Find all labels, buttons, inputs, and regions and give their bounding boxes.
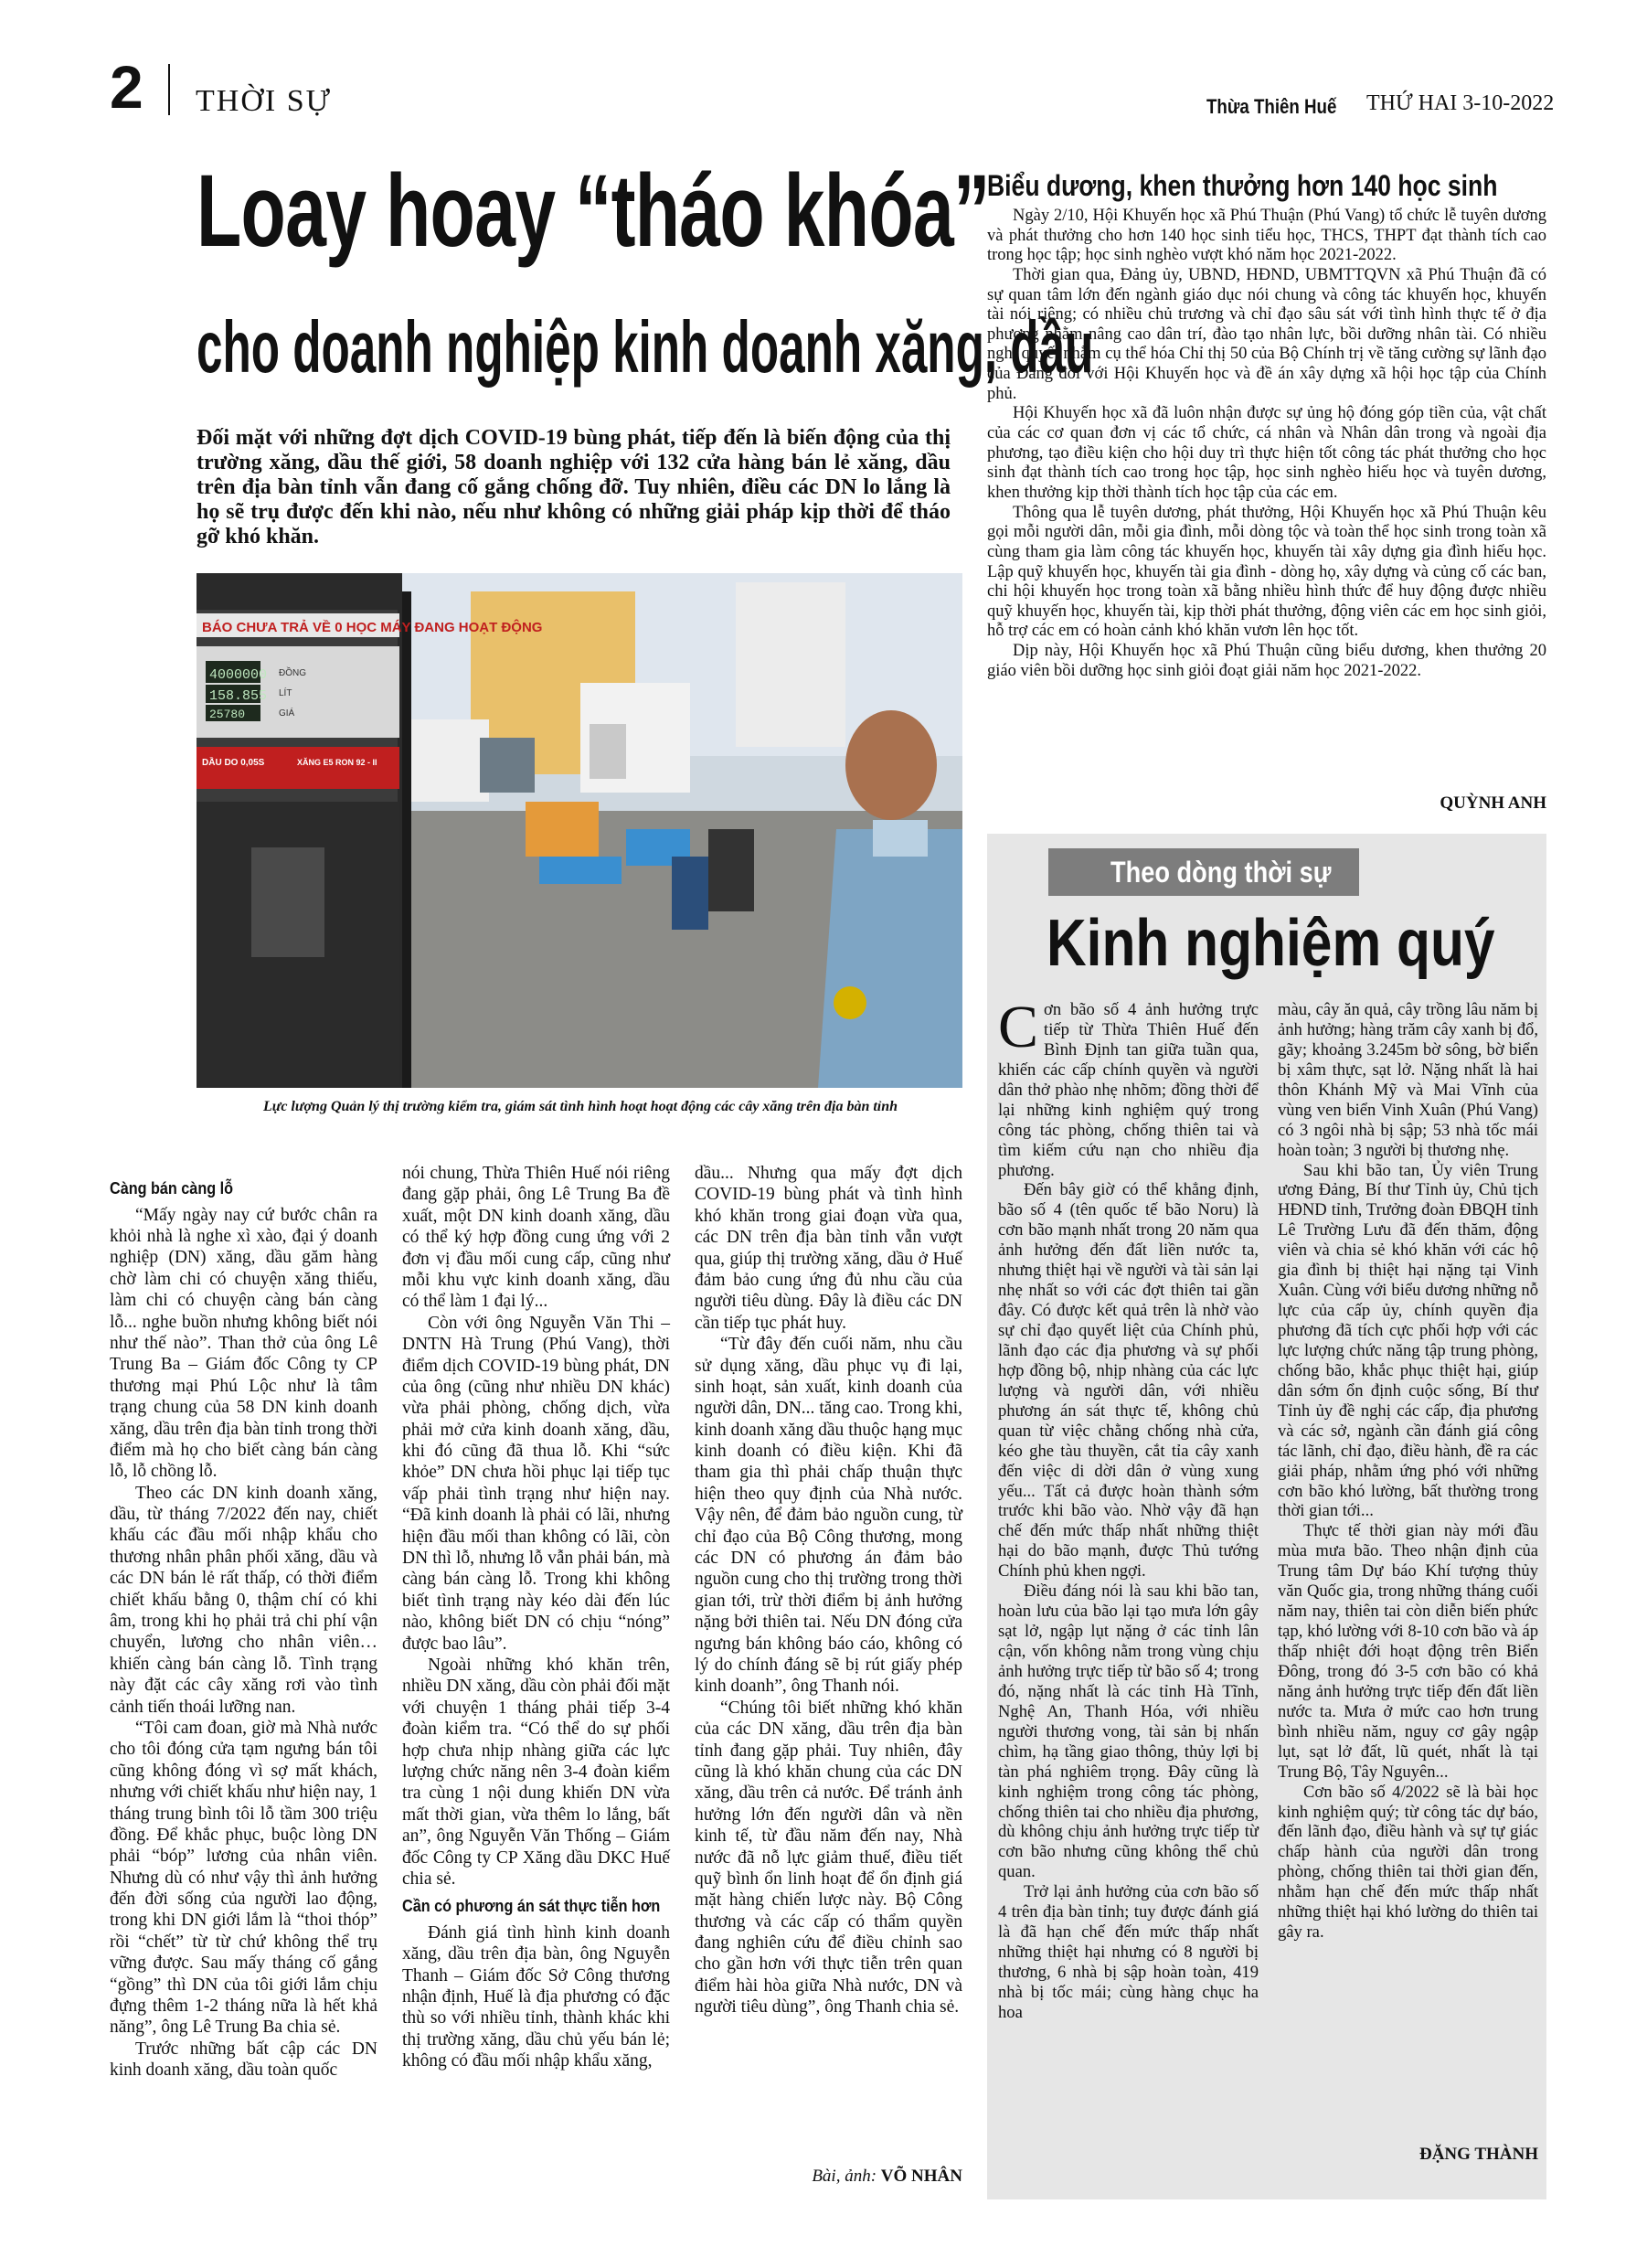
pump-readout-liters: 158.855 [209, 688, 268, 704]
subheading-phuong-an: Cần có phương án sát thực tiễn hơn [402, 1897, 661, 1916]
paragraph: nói chung, Thừa Thiên Huế nói riêng đang gặp phải, ông Lê Trung Ba đề xuất, một DN kinh doanh xăng, dầu có thể ký hợp đồng cung ứng với 2 đơn vị đầu mối cung cấp, cũng như mỗi khu vực kinh doanh xăng, dầu có thể làm 1 đại lý... [402, 1164, 670, 1312]
paragraph: Đến bây giờ có thể khẳng định, bão số 4 (tên quốc tế bão Noru) là cơn bão mạnh nhất trong 20 năm qua ảnh hưởng đến đất liền nước ta, nhưng thiệt hại về người và tài sản lại nhẹ nhất so với các đợt thiên tai gần đây. Có được kết quả trên là nhờ vào sự chỉ đạo quyết liệt của Chính phủ, lãnh đạo các địa phương và sự phối hợp đồng bộ, nhịp nhàng của các lực lượng và người dân, với nhiều phương án sát thực tế, không chủ quan từ việc chằng chống nhà cửa, kéo ghe tàu thuyền, cắt tỉa cây xanh đến việc di dời dân ở vùng xung yếu... Tất cả được hoàn thành sớm trước khi bão vào. Nhờ vậy đã hạn chế đến mức thấp nhất những thiệt hại do bão mạnh, được Thủ tướng Chính phủ khen ngợi. [998, 1180, 1259, 1581]
paragraph: màu, cây ăn quả, cây trồng lâu năm bị ảnh hưởng; hàng trăm cây xanh bị đổ, gãy; khoảng 3.245m bờ sông, bờ biển bị xâm thực, sạt lở. Nặng nhất là hai thôn Khánh Mỹ và Mai Vĩnh của vùng ven biển Vinh Xuân (Phú Vang) có 3 ngôi nhà bị sập; 53 nhà tốc mái hoàn toàn; 3 người bị thương nhẹ. [1278, 1000, 1538, 1160]
pump-label-gia: GIÁ [279, 708, 295, 719]
issue-date: THỨ HAI 3-10-2022 [1366, 91, 1555, 115]
paragraph: “Mấy ngày nay cứ bước chân ra khỏi nhà là nghe xì xào, đại ý doanh nghiệp (DN) xăng, dầu găm hàng chờ làm chi có chuyện xăng thiếu, làm chi có chuyện càng bán càng lỗ... nghe buồn nhưng không biết nói như thế nào”. Than thở của ông Lê Trung Ba – Giám đốc Công ty CP thương mại Phú Lộc như là tâm trạng chung của 58 DN kinh doanh xăng, dầu trên địa bàn tỉnh trong thời điểm mà họ cho biết càng bán càng lỗ, lỗ chồng lỗ. [110, 1205, 377, 1482]
main-headline: Loay hoay “tháo khóa” [197, 154, 990, 268]
paragraph: Sau khi bão tan, Ủy viên Trung ương Đảng, Bí thư Tỉnh ủy, Chủ tịch HĐND tỉnh, Trưởng đoàn ĐBQH tỉnh Lê Trường Lưu đã đến thăm, động viên và chia sẻ khó khăn với các hộ gia đình bị thiệt hại nặng tại Vinh Xuân. Cùng với biểu dương những nỗ lực của cấp ủy, chính quyền địa phương đã tích cực phối hợp với các lực lượng chức năng tập trung phòng, chống bão, khắc phục thiệt hại, giúp dân sớm ổn định cuộc sống, Bí thư Tỉnh ủy đề nghị các cấp, địa phương và các sở, ngành cần đánh giá công tác lãnh, chỉ đạo, điều hành, đề ra các giải pháp, nhằm ứng phó với những cơn bão khó lường, bất thường trong thời gian tới... [1278, 1160, 1538, 1521]
byline-prefix: Bài, ảnh: [812, 2167, 877, 2186]
paragraph: Thời gian qua, Đảng ủy, UBND, HĐND, UBMTTQVN xã Phú Thuận đã có sự quan tâm lớn đến ngành giáo dục nói chung và công tác khuyến học, khuyến tài nói riêng; có nhiều chủ trương và chỉ đạo sâu sát với tình hình thực tế ở địa phương nhằm nâng cao dân trí, đào tạo nhân lực, bồi dưỡng nhân tài. Có nhiều nghị quyết nhằm cụ thể hóa Chỉ thị 50 của Bộ Chính trị về tăng cường sự lãnh đạo của Đảng đối với Hội Khuyến học và đề án xây dựng xã hội học tập của Chính phủ. [987, 265, 1546, 403]
paragraph: Theo các DN kinh doanh xăng, dầu, từ tháng 7/2022 đến nay, chiết khấu các đầu mối nhập khẩu cho thương nhân phân phối xăng, dầu và các DN bán lẻ rất thấp, có thời điểm chiết khấu bằng 0, thậm chí có khi âm, trong khi họ phải trả chi phí vận chuyển, lương cho nhân viên… khiến càng bán càng lỗ. Tình trạng này đặt các cây xăng rơi vào tình cảnh tiến thoái lưỡng nan. [110, 1483, 377, 1717]
main-subheadline: cho doanh nghiệp kinh doanh xăng, dầu [197, 306, 1094, 388]
paragraph: Hội Khuyến học xã đã luôn nhận được sự ủng hộ đóng góp tiền của, vật chất của các cơ quan đơn vị các tổ chức, cá nhân và Nhân dân trong và ngoài địa phương, tạo điều kiện cho hội duy trì thực hiện tốt công tác phát thưởng cho học sinh đạt thành tích cao trong học tập, học sinh nghèo hiếu học và tuyên dương, khen thưởng kịp thời thành tích học tập của các em. [987, 404, 1546, 502]
pump-label-gasoline: XĂNG E5 RON 92 - II [297, 758, 377, 767]
pump-readout-amount: 4000000 [209, 667, 268, 683]
paragraph: Dịp này, Hội Khuyến học xã Phú Thuận cũng biểu dương, khen thưởng 20 giáo viên bồi dưỡng học sinh giỏi đoạt giải năm học 2021-2022. [987, 642, 1546, 680]
pump-notice: BÁO CHƯA TRẢ VỀ 0 HỌC MÁY ĐANG HOẠT ĐỘNG [202, 620, 543, 635]
header-divider [168, 64, 170, 115]
paragraph: “Từ đây đến cuối năm, nhu cầu sử dụng xăng, dầu phục vụ đi lại, sinh hoạt, sản xuất, kinh doanh của người dân, DN... tăng cao. Trong khi, kinh doanh xăng dầu thuộc hạng mục kinh doanh có điều kiện. Khi đã tham gia thì phải chấp thuận thực hiện theo quy định của Nhà nước. Vậy nên, để đảm bảo nguồn cung, từ chỉ đạo của Bộ Công thương, mong các DN có phương án đảm bảo nguồn cung cho thị trường trong thời gian tới, trừ thời điểm bị ảnh hưởng nặng bởi thiên tai. Nếu DN đóng cửa ngưng bán không báo cáo, không có lý do chính đáng sẽ bị rút giấy phép kinh doanh”, ông Thanh nói. [695, 1335, 962, 1697]
page-number: 2 [110, 53, 143, 121]
paragraph: “Chúng tôi biết những khó khăn của các DN xăng, dầu trên địa bàn tỉnh đang gặp phải. Tuy nhiên, đây cũng là khó khăn chung của các DN xăng, dầu trên cả nước. Để tránh ảnh hưởng lớn đến người dân và nền kinh tế, từ đầu năm đến nay, Nhà nước đã nỗ lực giảm thuế, điều tiết quỹ bình ổn linh hoạt để ổn định giá mặt hàng chiến lược này. Bộ Công thương và các cấp có thẩm quyền đang nghiên cứu để điều chỉnh sao cho gần hơn với thực tiễn trên quan điểm hài hòa giữa Nhà nước, DN và người tiêu dùng”, ông Thanh chia sẻ. [695, 1698, 962, 2018]
side-headline: Biểu dương, khen thưởng hơn 140 học sinh [987, 169, 1498, 202]
paragraph: Ngày 2/10, Hội Khuyến học xã Phú Thuận (Phú Vang) tổ chức lễ tuyên dương và phát thưởng cho hơn 140 học sinh tiểu học, THCS, THPT đạt thành tích cao trong học tập; học sinh nghèo vượt khó năm học 2021-2022. [987, 207, 1546, 265]
box-tag-label: Theo dòng thời sự [1110, 856, 1332, 889]
pump-label-dong: ĐỒNG [279, 668, 306, 678]
box-col-2 [1278, 1000, 1538, 1943]
box-tag [1048, 848, 1359, 896]
side-article-body [987, 207, 1546, 681]
main-article-col-1 [110, 1179, 377, 2082]
paragraph-text: ơn bão số 4 ảnh hưởng trực tiếp từ Thừa Thiên Huế đến Bình Định tan giữa tuần qua, khiến các cấp chính quyền và người dân thở phào nhẹ nhõm; đồng thời để lại những kinh nghiệm quý trong công tác phòng, chống thiên tai và tìm kiếm cứu nạn cho nhiều địa phương. [998, 1000, 1259, 1180]
box-byline: ĐẶNG THÀNH [1419, 2145, 1538, 2164]
main-article-col-3 [695, 1163, 962, 2018]
paragraph: Trở lại ảnh hưởng của cơn bão số 4 trên địa bàn tỉnh; tuy được đánh giá là đã hạn chế đến mức thấp nhất những thiệt hại nhưng có 8 người bị thương, 6 nhà bị sập hoàn toàn, 419 nhà bị tốc mái; cùng hàng chục ha hoa [998, 1882, 1259, 2022]
paragraph: Thực tế thời gian này mới đầu mùa mưa bão. Theo nhận định của Trung tâm Dự báo Khí tượng thủy văn Quốc gia, trong những tháng cuối năm nay, thiên tai còn diễn biến phức tạp, khó lường với 8-10 cơn bão và áp thấp nhiệt đới hoạt động trên Biển Đông, trong đó 3-5 cơn bão có khả năng ảnh hưởng trực tiếp đến đất liền nước ta. Mưa ở mức cao hơn trung bình nhiều năm, nguy cơ gây ngập lụt, sạt lở đất, lũ quét, nhất là tại Trung Bộ, Tây Nguyên... [1278, 1521, 1538, 1782]
paragraph [998, 994, 1259, 1180]
photo-caption: Lực lượng Quản lý thị trường kiểm tra, giám sát tình hình hoạt hoạt động các cây xăng trên địa bàn tỉnh [262, 1099, 898, 1114]
newspaper-name: Thừa Thiên Huế [1206, 95, 1337, 118]
article-photo [197, 573, 962, 1088]
paragraph: Thông qua lễ tuyên dương, phát thưởng, Hội Khuyến học xã Phú Thuận kêu gọi mỗi người dân, mỗi gia đình, mỗi dòng tộc và toàn thể học sinh trong toàn xã cùng tham gia làm công tác khuyến học, khuyến tài xây dựng gia đình hiếu học. Lập quỹ khuyến học, khuyến tài gia đình - dòng họ, xây dựng và củng cố các ban, chi hội khuyến học trong toàn xã bằng nhiều hình thức để huy động được nhiều quỹ khuyến học, khuyến tài, kịp thời phát thưởng, động viên các em học sinh giỏi, hỗ trợ các em có hoàn cảnh khó khăn vươn lên học tốt. [987, 503, 1546, 641]
box-col-1 [998, 994, 1259, 2023]
main-byline [695, 2167, 962, 2187]
paragraph: Còn với ông Nguyễn Văn Thi – DNTN Hà Trung (Phú Vang), thời điểm dịch COVID-19 bùng phát, DN của ông (cũng như nhiều DN khác) vừa phải phòng, chống dịch, vừa phải mở cửa kinh doanh xăng, dầu, khi đó cũng đã thua lỗ. Khi “sức khỏe” DN chưa hồi phục lại tiếp tục vấp phải tình trạng như hiện nay. “Đã kinh doanh là phải có lãi, nhưng hiện đầu mối than không có lãi, còn DN thì lỗ, nhưng lỗ vẫn phải bán, mà càng bán càng lỗ. Trong khi không biết tình trạng này kéo dài đến lúc nào, không biết DN có chịu “nóng” được bao lâu”. [402, 1313, 670, 1654]
paragraph: “Tôi cam đoan, giờ mà Nhà nước cho tôi đóng cửa tạm ngưng bán tôi cũng không đóng vì sợ mất khách, nhưng với chiết khấu như hiện nay, 1 tháng trung bình tôi lỗ tầm 300 triệu đồng. Để khắc phục, buộc lòng DN phải “bóp” lương của nhân viên. Nhưng dù có như vậy thì ảnh hưởng đến đời sống của người lao động, trong khi DN giới lắm là “thoi thóp” rồi “chết” từ từ chứ không thể trụ vững được. Sau mấy tháng cố gắng “gồng” thì DN của tôi giới lắm chịu đựng thêm 1-2 tháng nữa là hết khả năng”, ông Lê Trung Ba chia sẻ. [110, 1718, 377, 2038]
pump-label-lit: LÍT [279, 688, 292, 698]
paragraph: Điều đáng nói là sau khi bão tan, hoàn lưu của bão lại tạo mưa lớn gây sạt lở, ngập lụt nặng ở các tỉnh lân cận, vốn không nằm trong vùng chịu ảnh hưởng trực tiếp từ bão số 4; trong đó, nặng nhất là các tỉnh Hà Tĩnh, Nghệ An, Thanh Hóa, với nhiều người thương vong, tài sản bị nhấn chìm, hạ tầng giao thông, thủy lợi bị tàn phá nghiêm trọng. Đây cũng là kinh nghiệm trong công tác phòng, chống thiên tai cho nhiều địa phương, dù không chịu ảnh hưởng trực tiếp từ cơn bão nhưng cũng không thể chủ quan. [998, 1581, 1259, 1882]
paragraph: Đánh giá tình hình kinh doanh xăng, dầu trên địa bàn, ông Nguyễn Thanh – Giám đốc Sở Công thương nhận định, Huế là địa phương có đặc thù so với nhiều tỉnh, thành khác khi thị trường xăng, dầu chủ yếu bán lẻ; không có đầu mối nhập khẩu xăng, [402, 1922, 670, 2071]
pump-readout-price: 25780 [209, 708, 246, 721]
side-byline: QUỲNH ANH [1440, 793, 1546, 813]
dropcap: C [998, 994, 1039, 1060]
paragraph: Trước những bất cập các DN kinh doanh xăng, dầu toàn quốc [110, 2039, 377, 2081]
main-article-col-2 [402, 1163, 670, 2072]
article-lede: Đối mặt với những đợt dịch COVID-19 bùng phát, tiếp đến là biến động của thị trường xăng, dầu thế giới, 58 doanh nghiệp với 132 cửa hàng bán lẻ xăng, dầu trên địa bàn tỉnh vẫn đang cố gắng chống đỡ. Tuy nhiên, điều các DN lo lắng là họ sẽ trụ được đến khi nào, nếu như không có những giải pháp kịp thời để tháo gỡ khó khăn. [197, 426, 951, 548]
paragraph: dầu... Nhưng qua mấy đợt dịch COVID-19 bùng phát và tình hình khó khăn trong giai đoạn vừa qua, các DN trên địa bàn tỉnh vẫn vượt qua, giúp thị trường xăng, dầu ở Huế đảm bảo cung ứng đủ nhu cầu của người tiêu dùng. Đây là điều các DN cần tiếp tục phát huy. [695, 1164, 962, 1333]
section-label: THỜI SỰ [196, 84, 332, 118]
box-title: Kinh nghiệm quý [1047, 907, 1495, 980]
paragraph: Ngoài những khó khăn trên, nhiều DN xăng, dầu còn phải đối mặt với chuyện 1 tháng phải tiếp 3-4 đoàn kiểm tra. “Có thể do sự phối hợp chưa nhịp nhàng giữa các lực lượng chức năng nên 3-4 đoàn kiểm tra cùng 1 nội dung khiến DN vừa mất thời gian, vừa thêm lo lắng, bất an”, ông Nguyễn Văn Thống – Giám đốc Công ty CP Xăng dầu DKC Huế chia sẻ. [402, 1655, 670, 1889]
paragraph: Cơn bão số 4/2022 sẽ là bài học kinh nghiệm quý; từ công tác dự báo, đến lãnh đạo, điều hành và sự tự giác chấp hành của người dân trong phòng, chống thiên tai thời gian đến, nhằm hạn chế đến mức thấp nhất những thiệt hại khó lường do thiên tai gây ra. [1278, 1782, 1538, 1943]
subheading-cang-ban-cang-lo: Càng bán càng lỗ [110, 1179, 234, 1198]
byline-author: VÕ NHÂN [880, 2167, 962, 2186]
pump-label-diesel: DẦU DO 0,05S [202, 758, 265, 768]
